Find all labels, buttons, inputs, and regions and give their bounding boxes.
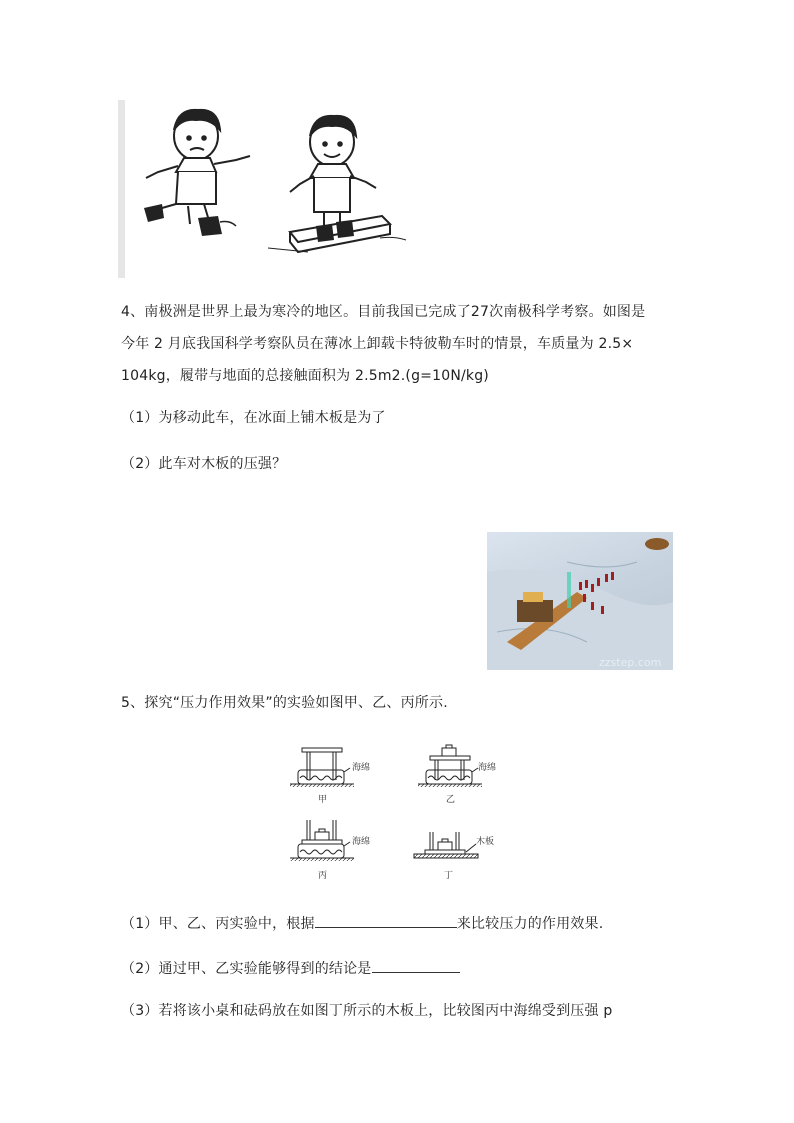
label-sponge-jia: 海绵 [352,763,371,773]
figure-yi [418,745,482,787]
q5-sub1-post: 来比较压力的作用效果. [456,916,604,932]
boys-illustration [118,100,412,278]
label-sponge-bing: 海绵 [352,837,371,847]
antarctic-vehicle-photo [487,532,673,670]
label-sponge-yi: 海绵 [478,763,497,773]
q5-intro: 5、探究“压力作用效果”的实验如图甲、乙、丙所示. [121,695,448,711]
q4-sub-question-2: （2）此车对木板的压强？ [121,456,287,472]
label-bing: 丙 [318,871,328,881]
experiment-figures [288,744,510,882]
q5-sub1-pre: （1）甲、乙、丙实验中，根据 [121,916,315,932]
label-ding: 丁 [444,871,454,881]
q5-sub2-pre: （2）通过甲、乙实验能够得到的结论是 [121,961,372,977]
figure-jia [290,748,354,787]
q5-sub-question-2 [121,957,460,979]
photo-watermark: zzstep.com [599,656,662,669]
figure-ding [414,832,478,858]
figure-bing [290,820,354,861]
q4-sub-question-1: （1）为移动此车，在冰面上铺木板是为了 [121,410,386,426]
q5-sub1-answer-blank[interactable] [315,912,457,928]
q5-sub-question-3: （3）若将该小桌和砝码放在如图丁所示的木板上，比较图丙中海绵受到压强 p [121,1003,613,1019]
label-board: 木板 [476,837,495,847]
label-jia: 甲 [318,795,328,805]
q4-line-3: 104kg，履带与地面的总接触面积为 2.5m2.(g=10N/kg) [121,368,489,384]
q4-line-1: 4、南极洲是世界上最为寒冷的地区。目前我国已完成了27次南极科学考察。如图是 [121,304,646,320]
label-yi: 乙 [446,795,456,805]
q5-sub2-answer-blank[interactable] [372,957,460,973]
q4-line-2: 今年 2 月底我国科学考察队员在薄冰上卸载卡特彼勒车时的情景，车质量为 2.5× [121,336,634,352]
q5-sub-question-1 [121,912,603,934]
